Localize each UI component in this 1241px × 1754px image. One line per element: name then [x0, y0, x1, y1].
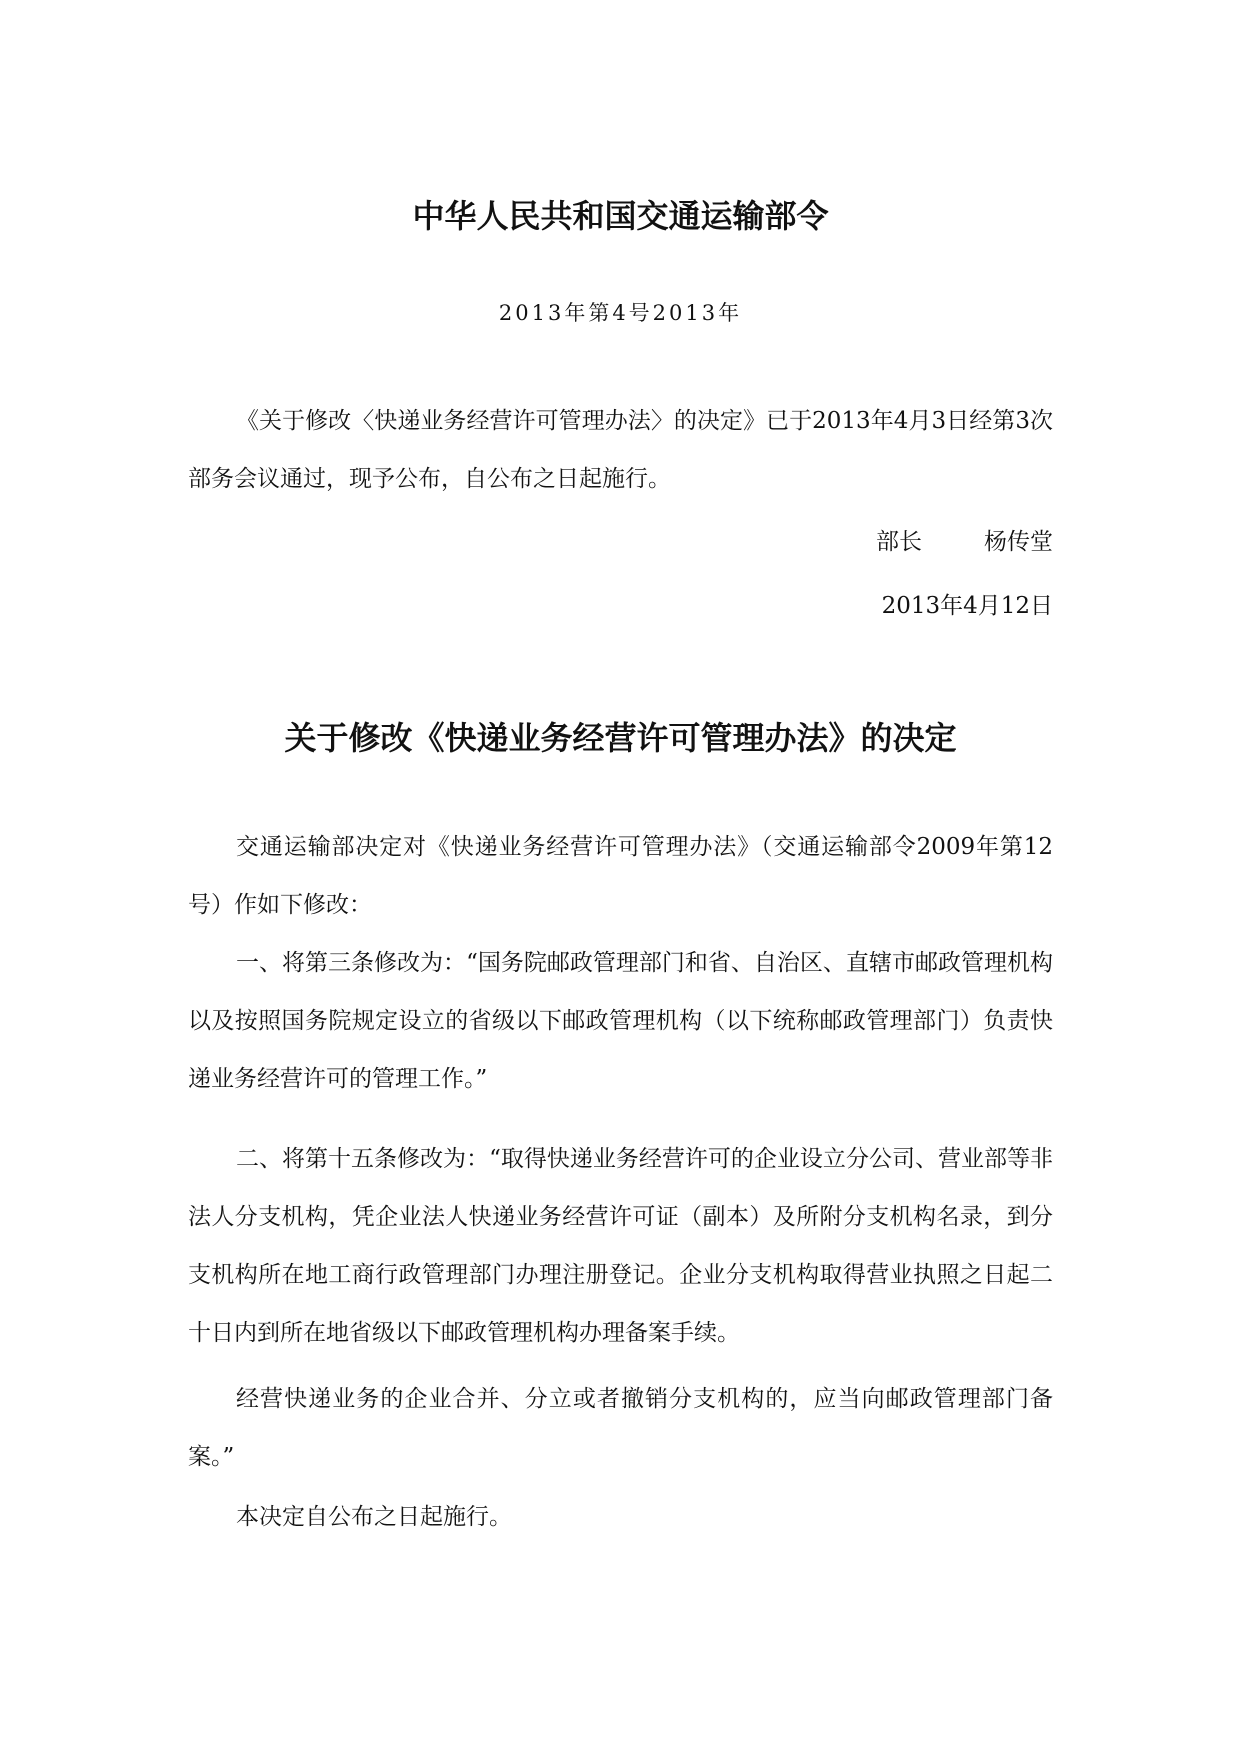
signer-name: 杨传堂 [984, 529, 1053, 555]
intro-paragraph: 交通运输部决定对《快递业务经营许可管理办法》（交通运输部令2009年第12号）作如下修改： [188, 834, 1053, 918]
order-number: 2013年第4号2013年 [498, 301, 743, 325]
sign-date: 2013年4月12日 [881, 593, 1053, 619]
signer-line [876, 524, 1053, 560]
effective-paragraph: 本决定自公布之日起施行。 [236, 1504, 512, 1530]
amendment-one-paragraph: 一、将第三条修改为：“国务院邮政管理部门和省、自治区、直辖市邮政管理机构以及按照国务院规定设立的省级以下邮政管理机构（以下统称邮政管理部门）负责快递业务经营许可的管理工作。” [188, 950, 1053, 1092]
merger-paragraph: 经营快递业务的企业合并、分立或者撤销分支机构的，应当向邮政管理部门备案。” [188, 1386, 1053, 1470]
signer-position: 部长 [876, 529, 922, 555]
preamble-paragraph: 《关于修改〈快递业务经营许可管理办法〉的决定》已于2013年4月3日经第3次部务会议通过，现予公布，自公布之日起施行。 [188, 408, 1053, 492]
decision-title: 关于修改《快递业务经营许可管理办法》的决定 [284, 719, 957, 757]
amendment-two-paragraph: 二、将第十五条修改为：“取得快递业务经营许可的企业设立分公司、营业部等非法人分支机构，凭企业法人快递业务经营许可证（副本）及所附分支机构名录，到分支机构所在地工商行政管理部门办理注册登记。企业分支机构取得营业执照之日起二十日内到所在地省级以下邮政管理机构办理备案手续。 [188, 1146, 1053, 1346]
order-title: 中华人民共和国交通运输部令 [412, 197, 829, 235]
